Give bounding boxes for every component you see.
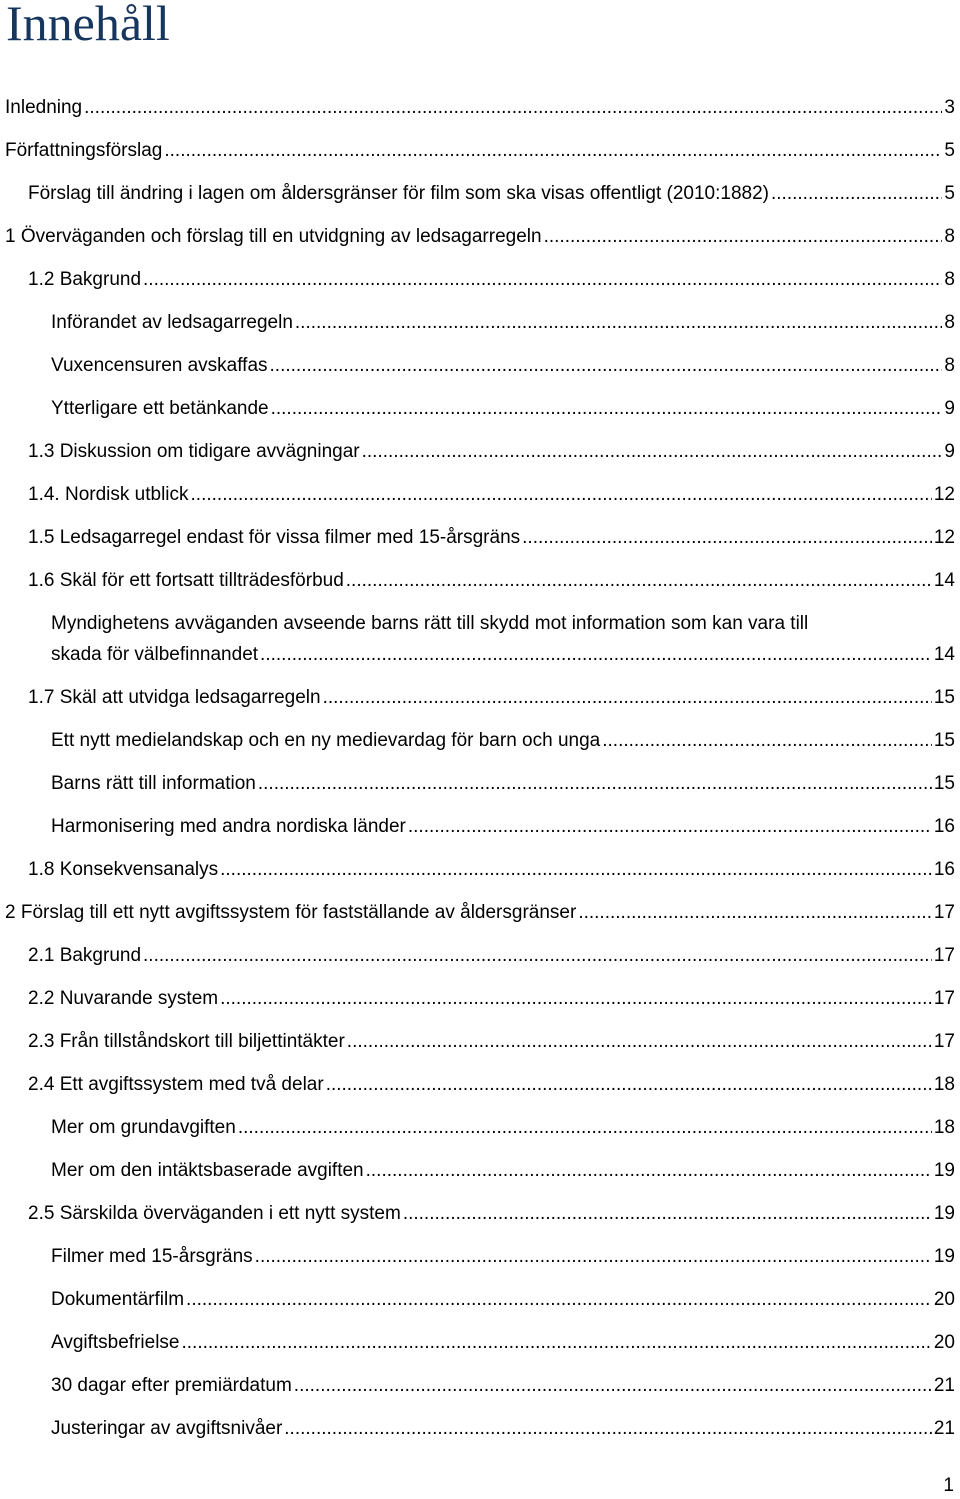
toc-entry-1-6[interactable]	[28, 565, 955, 596]
toc-entry-harmonisering[interactable]	[51, 811, 955, 842]
toc-leader	[255, 1241, 932, 1272]
toc-leader	[578, 897, 932, 928]
toc-entry-barns-ratt[interactable]	[51, 768, 955, 799]
toc-entry-label: Dokumentärfilm	[51, 1289, 185, 1310]
toc-entry-inledning[interactable]	[5, 92, 955, 123]
toc-entry-page: 17	[933, 1031, 955, 1052]
toc-entry-page: 15	[933, 687, 955, 708]
toc-entry-label: Vuxencensuren avskaffas	[51, 355, 268, 376]
toc-entry-forslag-andring[interactable]	[28, 178, 955, 209]
toc-leader	[326, 1069, 932, 1100]
toc-entry-label: 30 dagar efter premiärdatum	[51, 1375, 292, 1396]
toc-entry-page: 14	[933, 570, 955, 591]
toc-entry-page: 9	[944, 398, 955, 419]
toc-entry-section-2[interactable]	[5, 897, 955, 928]
toc-entry-label: Filmer med 15-årsgräns	[51, 1246, 253, 1267]
toc-leader	[347, 1026, 932, 1057]
toc-entry-2-4[interactable]	[28, 1069, 955, 1100]
toc-leader	[260, 639, 932, 670]
toc-leader	[295, 307, 943, 338]
toc-leader	[84, 92, 942, 123]
toc-entry-page: 15	[933, 773, 955, 794]
toc-entry-vuxencensuren[interactable]	[51, 350, 955, 381]
toc-entry-page: 14	[933, 644, 955, 665]
toc-entry-2-2[interactable]	[28, 983, 955, 1014]
toc-entry-label: Avgiftsbefrielse	[51, 1332, 180, 1353]
toc-entry-filmer-15[interactable]	[51, 1241, 955, 1272]
toc-leader	[191, 479, 932, 510]
toc-entry-label: 1.2 Bakgrund	[28, 269, 142, 290]
toc-entry-label: 1.8 Konsekvensanalys	[28, 859, 219, 880]
toc-leader	[362, 436, 943, 467]
toc-leader	[220, 983, 932, 1014]
toc-entry-page: 9	[944, 441, 955, 462]
toc-leader	[258, 768, 932, 799]
toc-entry-page: 8	[944, 226, 955, 247]
toc-entry-page: 8	[944, 269, 955, 290]
toc-entry-inforandet[interactable]	[51, 307, 955, 338]
toc-entry-1-8[interactable]	[28, 854, 955, 885]
toc-leader	[271, 393, 943, 424]
toc-entry-page: 16	[933, 859, 955, 880]
toc-entry-label: 2.1 Bakgrund	[28, 945, 142, 966]
toc-entry-page: 18	[933, 1117, 955, 1138]
toc-entry-label: 1.3 Diskussion om tidigare avvägningar	[28, 441, 360, 462]
toc-entry-page: 19	[933, 1160, 955, 1181]
toc-entry-2-3[interactable]	[28, 1026, 955, 1057]
toc-leader	[143, 264, 942, 295]
toc-entry-label: Mer om den intäktsbaserade avgiften	[51, 1160, 364, 1181]
toc-entry-label: 2.4 Ett avgiftssystem med två delar	[28, 1074, 324, 1095]
toc-entry-page: 17	[933, 988, 955, 1009]
toc-entry-page: 8	[944, 355, 955, 376]
toc-entry-label: 1.5 Ledsagarregel endast för vissa filmer med 15-årsgräns	[28, 527, 521, 548]
toc-entry-page: 8	[944, 312, 955, 333]
toc-leader	[408, 811, 932, 842]
toc-entry-page: 21	[933, 1418, 955, 1439]
toc-entry-page: 12	[933, 484, 955, 505]
toc-leader	[186, 1284, 932, 1315]
toc-entry-label: 1.4. Nordisk utblick	[28, 484, 189, 505]
toc-entry-myndighetens[interactable]	[51, 608, 955, 670]
toc-entry-ytterligare[interactable]	[51, 393, 955, 424]
toc-leader	[544, 221, 943, 252]
page-number: 1	[943, 1475, 954, 1496]
toc-leader	[323, 682, 932, 713]
toc-entry-label: Barns rätt till information	[51, 773, 256, 794]
toc-leader	[771, 178, 942, 209]
toc-leader	[143, 940, 932, 971]
toc-leader	[182, 1327, 932, 1358]
toc-leader	[220, 854, 932, 885]
toc-entry-1-3[interactable]	[28, 436, 955, 467]
toc-entry-line2	[51, 639, 955, 670]
toc-entry-label: Författningsförslag	[5, 140, 163, 161]
toc-entry-justeringar[interactable]	[51, 1413, 955, 1444]
toc-entry-page: 20	[933, 1332, 955, 1353]
toc-leader	[164, 135, 942, 166]
toc-leader	[366, 1155, 932, 1186]
toc-entry-page: 17	[933, 945, 955, 966]
toc-leader	[346, 565, 932, 596]
toc-entry-label: Ett nytt medielandskap och en ny medievardag för barn och unga	[51, 730, 601, 751]
toc-entry-label: Förslag till ändring i lagen om åldersgränser för film som ska visas offentligt (2010:1882)	[28, 183, 769, 204]
toc-entry-page: 5	[944, 140, 955, 161]
toc-entry-page: 3	[944, 97, 955, 118]
toc-entry-label: 1 Överväganden och förslag till en utvidgning av ledsagarregeln	[5, 226, 542, 247]
toc-entry-label: Justeringar av avgiftsnivåer	[51, 1418, 283, 1439]
toc-entry-label: 1.6 Skäl för ett fortsatt tillträdesförbud	[28, 570, 344, 591]
toc-entry-page: 18	[933, 1074, 955, 1095]
toc-entry-label: Införandet av ledsagarregeln	[51, 312, 293, 333]
toc-leader	[602, 725, 932, 756]
toc-entry-page: 19	[933, 1203, 955, 1224]
toc-entry-label: 1.7 Skäl att utvidga ledsagarregeln	[28, 687, 321, 708]
toc-entry-label: 2.3 Från tillståndskort till biljettintäkter	[28, 1031, 345, 1052]
toc-entry-page: 12	[933, 527, 955, 548]
toc-entry-label-line1: Myndighetens avväganden avseende barns rätt till skydd mot information som kan vara till	[51, 613, 809, 634]
toc-entry-page: 5	[944, 183, 955, 204]
toc-entry-30-dagar[interactable]	[51, 1370, 955, 1401]
toc-entry-page: 21	[933, 1375, 955, 1396]
toc-entry-page: 19	[933, 1246, 955, 1267]
toc-entry-page: 15	[933, 730, 955, 751]
toc-leader	[238, 1112, 932, 1143]
toc-entry-page: 20	[933, 1289, 955, 1310]
toc-entry-intaktsbaserade[interactable]	[51, 1155, 955, 1186]
toc-entry-1-2[interactable]	[28, 264, 955, 295]
toc-entry-label: 2 Förslag till ett nytt avgiftssystem för fastställande av åldersgränser	[5, 902, 577, 923]
toc-entry-grundavgiften[interactable]	[51, 1112, 955, 1143]
toc-leader	[403, 1198, 932, 1229]
toc-entry-page: 17	[933, 902, 955, 923]
toc-entry-label: 2.5 Särskilda överväganden i ett nytt system	[28, 1203, 401, 1224]
toc-entry-label-line2: skada för välbefinnandet	[51, 644, 259, 665]
toc-leader	[284, 1413, 932, 1444]
toc-entry-medielandskap[interactable]	[51, 725, 955, 756]
toc-entry-label: Mer om grundavgiften	[51, 1117, 236, 1138]
toc-entry-label: Harmonisering med andra nordiska länder	[51, 816, 406, 837]
toc-entry-label: Inledning	[5, 97, 83, 118]
toc-entry-1-5[interactable]	[28, 522, 955, 553]
toc-leader	[270, 350, 943, 381]
toc-entry-label: Ytterligare ett betänkande	[51, 398, 269, 419]
toc-entry-2-5[interactable]	[28, 1198, 955, 1229]
page-title: Innehåll	[6, 0, 170, 51]
toc-entry-avgiftsbefrielse[interactable]	[51, 1327, 955, 1358]
toc-entry-2-1[interactable]	[28, 940, 955, 971]
toc-entry-page: 16	[933, 816, 955, 837]
toc-entry-1-7[interactable]	[28, 682, 955, 713]
toc-leader	[522, 522, 932, 553]
toc-leader	[294, 1370, 932, 1401]
toc-entry-forfattningsforslag[interactable]	[5, 135, 955, 166]
toc-entry-dokumentarfilm[interactable]	[51, 1284, 955, 1315]
toc-entry-section-1[interactable]	[5, 221, 955, 252]
toc-entry-label: 2.2 Nuvarande system	[28, 988, 219, 1009]
toc-entry-1-4[interactable]	[28, 479, 955, 510]
